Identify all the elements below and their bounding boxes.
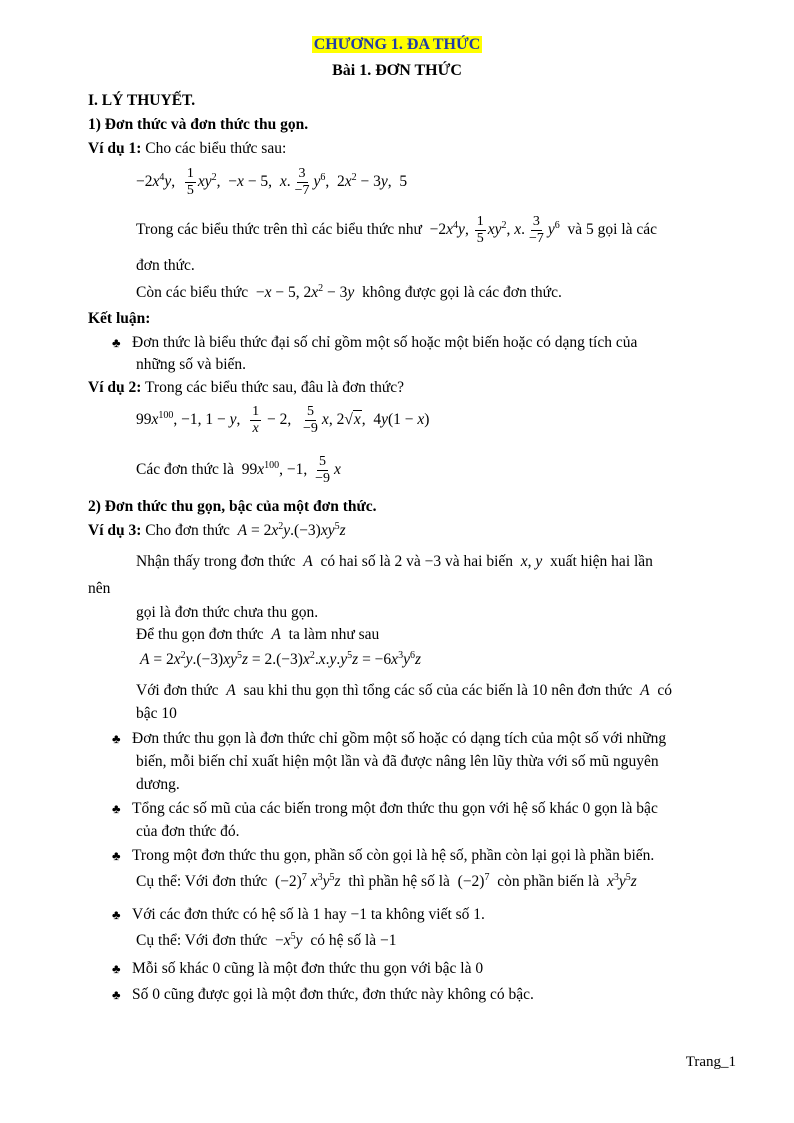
- example-1-line1: Trong các biểu thức trên thì các biểu thức như $-2x^4y$, $\frac{1}{5}$ $xy^2$, x. $\frac{3}{-7}$ $y^6$ và 5 gọi là các: [136, 214, 658, 246]
- example-3-p6: bậc 10: [136, 705, 177, 722]
- example-3-p4: Để thu gọn đơn thức A ta làm như sau: [136, 626, 380, 643]
- bullet-1-cont2: dương.: [136, 776, 180, 793]
- section-theory: I. LÝ THUYẾT.: [88, 92, 196, 109]
- club-bullet-icon: ♣: [112, 961, 121, 976]
- bullet-3: ♣ Trong một đơn thức thu gọn, phần số còn gọi là hệ số, phần còn lại gọi là phần biến.: [112, 847, 655, 864]
- section-1: 1) Đơn thức và đơn thức thu gọn.: [88, 116, 309, 133]
- conclusion-heading: Kết luận:: [88, 310, 151, 327]
- example-1-expressions: $-2x^4y$, $\frac{1}{5}$ $xy^2$, −x − 5, x. $\frac{3}{-7}$ $y^6$, $2x^2 - 3y$, 5: [136, 166, 408, 198]
- bullet-2-cont: của đơn thức đó.: [136, 823, 240, 840]
- example-3-p3: gọi là đơn thức chưa thu gọn.: [136, 604, 319, 621]
- example-3-p1: Nhận thấy trong đơn thức A có hai số là 2 và −3 và hai biến x, y xuất hiện hai lần: [136, 553, 653, 570]
- example-1-line3: Còn các biểu thức −x − 5, $2x^2 - 3y$ không được gọi là các đơn thức.: [136, 283, 562, 301]
- page-number: Trang_1: [685, 1054, 736, 1070]
- club-bullet-icon: ♣: [112, 987, 121, 1002]
- club-bullet-icon: ♣: [112, 801, 121, 816]
- example-3-calculation: $A = 2x^2y.(-3)xy^5z = 2.(-3)x^2.x.y.y^5z = -6x^3y^6z$: [140, 650, 421, 668]
- example-2: Ví dụ 2: Trong các biểu thức sau, đâu là đơn thức?: [88, 379, 405, 396]
- example-3-p5: Với đơn thức A sau khi thu gọn thì tổng các số của các biến là 10 nên đơn thức A có: [136, 682, 672, 699]
- bullet-4: ♣ Với các đơn thức có hệ số là 1 hay −1 ta không viết số 1.: [112, 906, 485, 923]
- example-3-p2: nên: [88, 580, 111, 597]
- example-1-line2: đơn thức.: [136, 257, 195, 274]
- bullet-2: ♣ Tổng các số mũ của các biến trong một đơn thức thu gọn với hệ số khác 0 gọn là bậc: [112, 800, 658, 817]
- bullet-1-cont1: biến, mỗi biến chỉ xuất hiện một lần và đã được nâng lên lũy thừa với số mũ nguyên: [136, 753, 659, 770]
- section-2: 2) Đơn thức thu gọn, bậc của một đơn thức.: [88, 498, 377, 515]
- bullet-5: ♣ Mỗi số khác 0 cũng là một đơn thức thu gọn với bậc là 0: [112, 960, 484, 977]
- bullet-3-cont: Cụ thể: Với đơn thức $(-2)^7$ $x^3y^5z$ thì phần hệ số là $(-2)^7$ còn phần biến là $x^3y^5z$: [136, 872, 637, 890]
- club-bullet-icon: ♣: [112, 335, 121, 350]
- club-bullet-icon: ♣: [112, 731, 121, 746]
- example-2-expressions: $99x^{100}$, −1, 1 − y, $\frac{1}{x}$ − 2, $\frac{5}{-9}$ x, 2√x, 4y(1 − x): [136, 404, 430, 436]
- example-1: Ví dụ 1: Cho các biểu thức sau:: [88, 140, 287, 157]
- club-bullet-icon: ♣: [112, 907, 121, 922]
- lesson-title: Bài 1. ĐƠN THỨC: [332, 62, 462, 79]
- chapter-title: CHƯƠNG 1. ĐA THỨC: [313, 36, 481, 53]
- conclusion-bullet-cont: những số và biến.: [136, 356, 246, 373]
- bullet-4-cont: Cụ thể: Với đơn thức $-x^5y$ có hệ số là −1: [136, 931, 397, 949]
- club-bullet-icon: ♣: [112, 848, 121, 863]
- example-2-answer: Các đơn thức là $99x^{100}$, −1, $\frac{5}{-9}$ x: [136, 454, 341, 486]
- bullet-1: ♣ Đơn thức thu gọn là đơn thức chỉ gồm một số hoặc có dạng tích của một số với những: [112, 730, 667, 747]
- conclusion-bullet: ♣ Đơn thức là biểu thức đại số chỉ gồm một số hoặc một biến hoặc có dạng tích của: [112, 334, 638, 351]
- example-3: Ví dụ 3: Cho đơn thức $A = 2x^2y.(-3)xy^5z$: [88, 521, 346, 539]
- bullet-6: ♣ Số 0 cũng được gọi là một đơn thức, đơn thức này không có bậc.: [112, 986, 534, 1003]
